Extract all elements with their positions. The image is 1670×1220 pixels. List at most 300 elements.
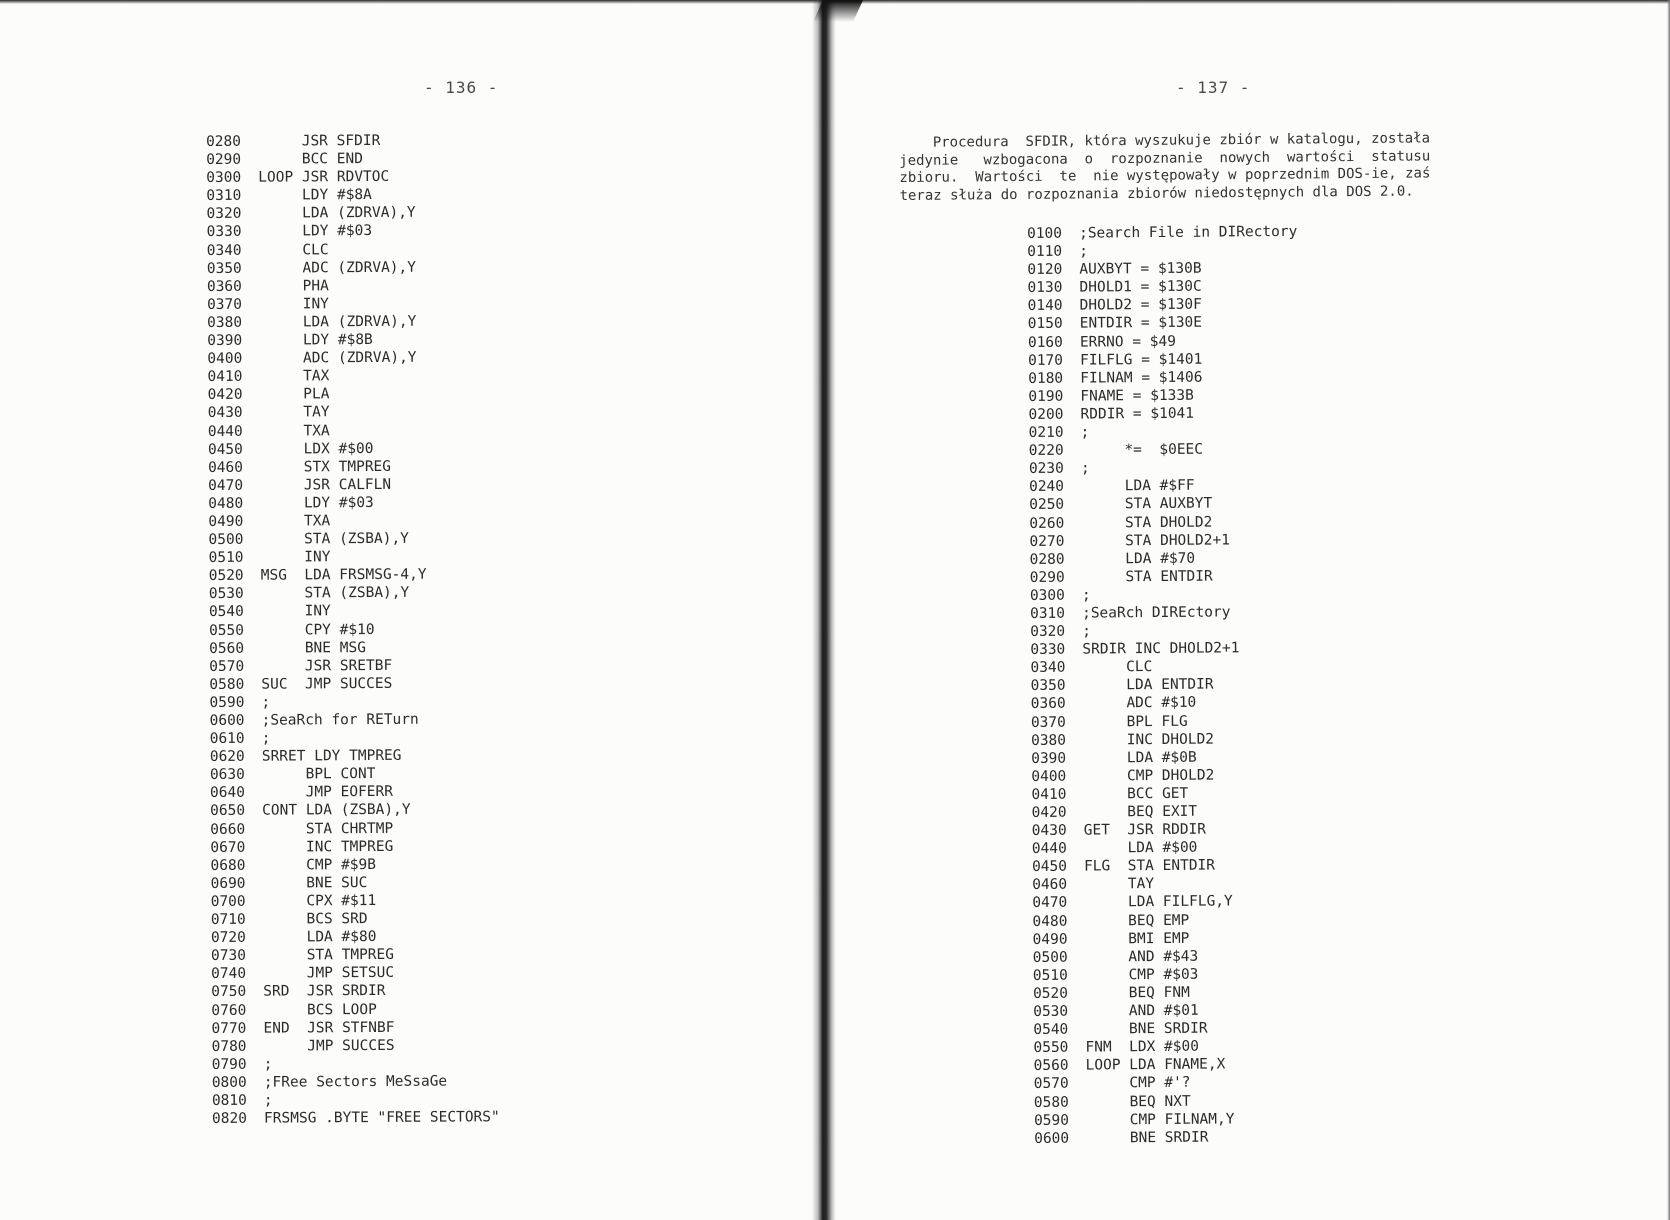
code-line: [208, 457, 496, 477]
code-text: FILFLG = $1401: [1080, 351, 1203, 369]
code-text: AUXBYT = $130B: [1079, 260, 1202, 278]
line-number: 0420: [1031, 804, 1067, 821]
code-text: LOOP LDA FNAME,X: [1085, 1056, 1226, 1074]
line-number: 0540: [1033, 1021, 1069, 1039]
line-number: 0340: [206, 242, 242, 259]
line-number: 0320: [1030, 623, 1066, 641]
code-text: LDY #$03: [258, 223, 373, 241]
line-number: 0470: [1032, 895, 1068, 912]
code-text: FNM LDX #$00: [1085, 1038, 1200, 1056]
line-number: 0280: [206, 133, 242, 150]
code-text: SUC JMP SUCCES: [261, 675, 393, 693]
code-text: JMP SETSUC: [263, 965, 395, 982]
line-number: 0510: [1032, 967, 1068, 984]
code-text: STX TMPREG: [259, 458, 392, 476]
line-number: 0300: [1029, 587, 1065, 604]
code-line: [1031, 766, 1301, 786]
line-number: 0550: [208, 622, 245, 639]
code-line: [1028, 295, 1298, 315]
code-text: LDX #$00: [259, 440, 374, 458]
code-line: [1031, 748, 1301, 768]
line-number: 0160: [1027, 334, 1063, 351]
line-number: 0620: [209, 748, 245, 766]
code-line: [1027, 241, 1297, 261]
line-number: 0130: [1027, 280, 1063, 297]
code-line: [1033, 929, 1303, 949]
line-number: 0530: [1033, 1003, 1069, 1021]
code-text: ;: [263, 1092, 273, 1109]
code-line: [211, 873, 499, 893]
code-line: [1029, 440, 1299, 460]
code-line: [209, 584, 497, 604]
code-line: [207, 240, 495, 260]
code-line: [1033, 1019, 1303, 1039]
code-text: SRRET LDY TMPREG: [261, 748, 402, 765]
code-line: [1031, 675, 1301, 695]
line-number: 0580: [1033, 1094, 1069, 1111]
code-text: *= $0EEC: [1080, 441, 1204, 459]
code-line: [207, 312, 495, 332]
line-number: 0220: [1028, 442, 1064, 460]
line-number: 0700: [210, 893, 246, 910]
line-number: 0520: [1032, 985, 1069, 1002]
code-line: [1030, 657, 1300, 677]
code-line: [209, 638, 497, 658]
code-text: LDA #$80: [262, 929, 377, 946]
code-text: ;: [261, 730, 271, 747]
code-line: [207, 330, 495, 350]
line-number: 0350: [206, 260, 242, 277]
code-line: [1030, 549, 1300, 569]
line-number: 0460: [207, 459, 244, 476]
code-text: LOOP JSR RDVTOC: [258, 169, 390, 186]
code-line: [212, 1090, 500, 1110]
code-line: [209, 620, 497, 640]
intro-paragraph: [899, 129, 1570, 205]
code-line: [1033, 983, 1303, 1003]
line-number: 0570: [209, 658, 245, 675]
code-line: [209, 692, 497, 712]
code-text: STA ENTDIR: [1081, 568, 1213, 586]
code-text: CMP FILNAM,Y: [1085, 1110, 1235, 1129]
code-line: [210, 801, 498, 821]
code-line: [211, 909, 499, 929]
code-text: STA DHOLD2+1: [1081, 532, 1230, 550]
code-text: FILNAM = $1406: [1080, 369, 1203, 387]
code-line: [1030, 567, 1300, 587]
code-line: [1034, 1073, 1304, 1093]
line-number: 0560: [1033, 1058, 1069, 1075]
line-number: 0370: [207, 296, 243, 313]
code-line: [1030, 603, 1300, 623]
line-number: 0150: [1027, 316, 1063, 333]
code-text: RDDIR = $1041: [1080, 405, 1195, 423]
line-number: 0140: [1027, 298, 1063, 315]
code-line: [1027, 223, 1297, 243]
line-number: 0550: [1033, 1039, 1069, 1057]
line-number: 0190: [1028, 388, 1064, 405]
code-line: [1034, 1128, 1304, 1148]
code-line: [206, 167, 494, 187]
code-line: [1032, 802, 1302, 822]
code-listing: [1027, 223, 1304, 1148]
code-text: TAY: [259, 404, 330, 422]
line-number: 0570: [1033, 1076, 1069, 1093]
code-line: [1033, 965, 1303, 985]
line-number: 0290: [1029, 569, 1065, 586]
code-line: [210, 837, 498, 857]
code-line: [210, 710, 498, 730]
line-number: 0100: [1027, 225, 1063, 242]
code-line: [208, 529, 496, 549]
line-number: 0410: [207, 369, 243, 386]
code-text: STA AUXBYT: [1081, 495, 1213, 513]
line-number: 0590: [1033, 1112, 1070, 1129]
code-text: ;: [261, 694, 271, 711]
code-line: [1032, 838, 1302, 858]
line-number: 0180: [1028, 370, 1064, 387]
line-number: 0540: [208, 604, 244, 621]
code-text: PHA: [258, 278, 329, 295]
line-number: 0350: [1030, 678, 1066, 695]
line-number: 0720: [210, 929, 246, 947]
line-number: 0500: [1032, 949, 1068, 966]
line-number: 0260: [1029, 515, 1065, 532]
line-number: 0690: [210, 875, 246, 892]
code-text: CLC: [258, 241, 329, 259]
line-number: 0400: [1031, 768, 1067, 785]
code-text: DHOLD1 = $130C: [1079, 278, 1202, 296]
code-text: BPL CONT: [261, 766, 376, 783]
code-text: BCC END: [258, 151, 363, 168]
code-line: [212, 1054, 500, 1074]
line-number: 0530: [208, 586, 244, 603]
paragraph-line: teraz służa do rozpoznania zbiorów niedostępnych dla DOS 2.0.: [899, 183, 1414, 204]
line-number: 0120: [1027, 261, 1063, 279]
page-number: - 136 -: [424, 78, 499, 97]
code-line: [211, 982, 499, 1002]
code-text: TAX: [259, 368, 330, 385]
code-text: FLG STA ENTDIR: [1083, 857, 1216, 875]
line-number: 0770: [211, 1020, 247, 1037]
code-line: [207, 222, 495, 242]
code-line: [211, 1018, 499, 1038]
code-line: [1027, 259, 1297, 279]
line-number: 0390: [1031, 750, 1067, 767]
code-text: ENTDIR = $130E: [1079, 315, 1203, 333]
code-line: [210, 765, 498, 785]
line-number: 0480: [1032, 913, 1068, 930]
code-text: BEQ EXIT: [1083, 803, 1198, 821]
code-text: ;: [1079, 243, 1089, 260]
line-number: 0450: [207, 441, 243, 458]
line-number: 0470: [208, 477, 244, 494]
code-text: ;: [1081, 587, 1091, 604]
line-number: 0110: [1027, 243, 1063, 261]
code-line: [207, 276, 495, 296]
line-number: 0330: [206, 224, 242, 241]
page-number: - 137 -: [1176, 78, 1251, 97]
code-line: [1027, 277, 1297, 297]
code-line: [206, 149, 494, 169]
line-number: 0460: [1032, 877, 1068, 894]
line-number: 0330: [1030, 641, 1066, 659]
code-text: TXA: [259, 422, 330, 440]
code-line: [209, 674, 497, 694]
line-number: 0610: [209, 730, 245, 748]
line-number: 0490: [208, 513, 244, 530]
line-number: 0430: [207, 405, 243, 422]
code-text: FRSMSG .BYTE "FREE SECTORS": [263, 1109, 500, 1127]
code-text: ADC (ZDRVA),Y: [258, 259, 417, 277]
line-number: 0600: [209, 712, 245, 729]
code-line: [1028, 350, 1298, 370]
code-line: [212, 1036, 500, 1056]
code-text: CLC: [1082, 659, 1153, 676]
line-number: 0360: [206, 278, 242, 295]
line-number: 0390: [207, 332, 243, 350]
code-text: LDA (ZDRVA),Y: [258, 205, 416, 223]
line-number: 0630: [209, 767, 245, 784]
code-text: JSR SRETBF: [261, 657, 393, 675]
right-page: [836, 0, 1670, 1220]
code-text: STA (ZSBA),Y: [260, 585, 410, 603]
line-number: 0380: [1030, 732, 1067, 749]
code-text: ADC #$10: [1082, 695, 1197, 713]
code-line: [207, 348, 495, 368]
code-text: ;: [263, 1056, 273, 1073]
code-text: ;SeaRch DIREctory: [1081, 604, 1231, 622]
code-line: [1034, 1055, 1304, 1075]
code-text: ;SeaRch for RETurn: [261, 711, 419, 729]
code-text: BCC GET: [1083, 785, 1189, 803]
code-line: [206, 131, 494, 151]
line-number: 0430: [1031, 822, 1067, 840]
line-number: 0520: [208, 568, 244, 585]
code-line: [210, 728, 498, 748]
code-line: [208, 493, 496, 513]
code-text: BNE SRDIR: [1086, 1129, 1209, 1147]
line-number: 0300: [206, 169, 242, 187]
code-text: LDA #$00: [1083, 839, 1198, 857]
line-number: 0200: [1028, 406, 1064, 423]
code-text: LDY #$8B: [259, 332, 373, 349]
paragraph-line: zbioru. Wartości te nie występowały w poprzednim DOS-ie, zaś: [899, 165, 1431, 186]
code-text: INC TMPREG: [262, 838, 394, 856]
line-number: 0360: [1030, 696, 1066, 713]
code-text: AND #$43: [1084, 948, 1199, 966]
code-text: LDA #$70: [1081, 550, 1196, 568]
code-listing: [206, 131, 500, 1128]
code-text: ;FRee Sectors MeSsaGe: [263, 1073, 448, 1091]
code-line: [211, 945, 499, 965]
code-text: BEQ FNM: [1084, 984, 1190, 1002]
code-text: STA (ZSBA),Y: [260, 530, 409, 548]
code-line: [1030, 639, 1300, 659]
code-line: [208, 385, 496, 405]
line-number: 0590: [209, 694, 245, 711]
code-text: CMP #$03: [1084, 966, 1199, 984]
line-number: 0760: [211, 1002, 247, 1019]
code-line: [210, 783, 498, 803]
left-page: [0, 0, 812, 1220]
line-number: 0310: [206, 188, 242, 205]
code-line: [211, 1000, 499, 1020]
paragraph-line: Procedura SFDIR, która wyszukuje zbiór w katalogu, została: [899, 130, 1431, 151]
code-line: [211, 927, 499, 947]
code-text: STA DHOLD2: [1081, 514, 1213, 532]
code-text: FNAME = $133B: [1080, 387, 1194, 405]
line-number: 0560: [209, 640, 245, 657]
code-line: [1031, 784, 1301, 804]
code-line: [207, 258, 495, 278]
code-text: LDY #$8A: [258, 187, 372, 204]
line-number: 0650: [210, 803, 246, 820]
line-number: 0500: [208, 531, 244, 549]
code-line: [210, 819, 498, 839]
code-line: [209, 602, 497, 622]
code-text: GET JSR RDDIR: [1083, 821, 1207, 839]
code-text: ;: [1082, 623, 1091, 640]
code-line: [1029, 494, 1299, 514]
line-number: 0380: [207, 314, 243, 331]
code-text: INY: [260, 603, 331, 621]
line-number: 0440: [207, 423, 243, 440]
line-number: 0670: [210, 839, 246, 856]
code-text: ERRNO = $49: [1079, 333, 1177, 351]
code-text: ;: [1080, 460, 1090, 477]
code-text: SRDIR INC DHOLD2+1: [1082, 640, 1240, 658]
code-line: [211, 964, 499, 984]
line-number: 0480: [208, 495, 244, 512]
line-number: 0320: [206, 206, 242, 223]
line-number: 0740: [211, 966, 247, 983]
line-number: 0580: [209, 676, 245, 693]
code-line: [1032, 820, 1302, 840]
line-number: 0340: [1030, 659, 1066, 677]
line-number: 0400: [207, 350, 243, 368]
code-text: LDA #$0B: [1083, 749, 1197, 767]
code-line: [1033, 947, 1303, 967]
book-gutter: [812, 0, 836, 1220]
code-line: [207, 366, 495, 386]
code-line: [1032, 874, 1302, 894]
code-text: BNE MSG: [261, 639, 366, 657]
code-line: [208, 403, 496, 423]
code-text: JSR CALFLN: [260, 476, 392, 494]
code-line: [209, 547, 497, 567]
code-text: LDA FILFLG,Y: [1084, 893, 1233, 912]
code-line: [1032, 910, 1302, 930]
code-line: [1033, 1001, 1303, 1021]
line-number: 0680: [210, 857, 246, 874]
code-text: BPL FLG: [1082, 713, 1188, 731]
code-text: SRD JSR SRDIR: [263, 983, 386, 1001]
code-line: [206, 186, 494, 206]
paragraph-line: jedynie wzbogacona o rozpoznanie nowych wartości statusu: [899, 147, 1431, 169]
code-text: ;Search File in DIRectory: [1079, 223, 1298, 242]
code-text: CPY #$10: [260, 621, 375, 639]
line-number: 0490: [1032, 931, 1068, 948]
code-line: [1028, 368, 1298, 388]
code-line: [1030, 621, 1300, 641]
line-number: 0240: [1028, 479, 1065, 496]
code-text: CMP #$9B: [262, 856, 377, 874]
line-number: 0510: [208, 549, 244, 567]
code-line: [212, 1072, 500, 1092]
line-number: 0250: [1029, 497, 1065, 514]
line-number: 0750: [211, 984, 247, 1001]
code-line: [210, 855, 498, 875]
line-number: 0370: [1030, 714, 1066, 731]
code-text: BNE SRDIR: [1085, 1020, 1208, 1038]
code-line: [1028, 331, 1298, 351]
code-text: CONT LDA (ZSBA),Y: [262, 802, 411, 820]
line-number: 0290: [206, 151, 242, 169]
code-text: CMP #'?: [1085, 1075, 1191, 1092]
code-line: [208, 475, 496, 495]
code-text: STA CHRTMP: [262, 820, 394, 838]
code-text: BNE SUC: [262, 874, 368, 892]
code-line: [206, 204, 494, 224]
code-line: [212, 1108, 500, 1128]
code-text: END JSR STFNBF: [263, 1019, 395, 1037]
code-line: [1033, 1037, 1303, 1057]
line-number: 0810: [211, 1092, 247, 1109]
code-line: [1031, 693, 1301, 713]
code-line: [207, 294, 495, 314]
line-number: 0450: [1031, 858, 1068, 876]
code-text: JMP SUCCES: [263, 1037, 395, 1055]
code-text: JSR SFDIR: [258, 132, 381, 150]
line-number: 0440: [1031, 840, 1067, 858]
code-text: CMP DHOLD2: [1083, 767, 1215, 785]
line-number: 0790: [211, 1056, 247, 1073]
code-line: [208, 421, 496, 441]
code-line: [211, 891, 499, 911]
code-line: [1028, 386, 1298, 406]
code-text: TXA: [260, 513, 331, 530]
code-line: [1029, 458, 1299, 478]
line-number: 0710: [210, 911, 246, 929]
code-line: [1029, 512, 1299, 532]
line-number: 0600: [1034, 1130, 1070, 1147]
code-text: LDA #$FF: [1080, 478, 1195, 495]
line-number: 0820: [211, 1110, 247, 1128]
code-text: LDA ENTDIR: [1082, 676, 1214, 694]
line-number: 0640: [209, 785, 246, 802]
line-number: 0230: [1028, 460, 1064, 478]
code-text: BMI EMP: [1084, 930, 1190, 948]
code-text: CPX #$11: [262, 892, 377, 910]
code-text: AND #$01: [1085, 1002, 1199, 1020]
code-line: [209, 565, 497, 585]
code-line: [1031, 711, 1301, 731]
code-line: [1028, 313, 1298, 333]
code-text: ;: [1080, 424, 1090, 441]
code-line: [208, 511, 496, 531]
code-text: LDA (ZDRVA),Y: [259, 313, 417, 331]
code-text: DHOLD2 = $130F: [1079, 297, 1202, 314]
code-line: [210, 746, 498, 766]
code-text: STA TMPREG: [262, 947, 395, 964]
code-text: INY: [258, 296, 329, 313]
code-text: BEQ NXT: [1085, 1093, 1191, 1111]
code-text: INY: [260, 549, 331, 566]
code-line: [1028, 404, 1298, 424]
code-text: INC DHOLD2: [1082, 731, 1215, 749]
code-line: [1029, 530, 1299, 550]
